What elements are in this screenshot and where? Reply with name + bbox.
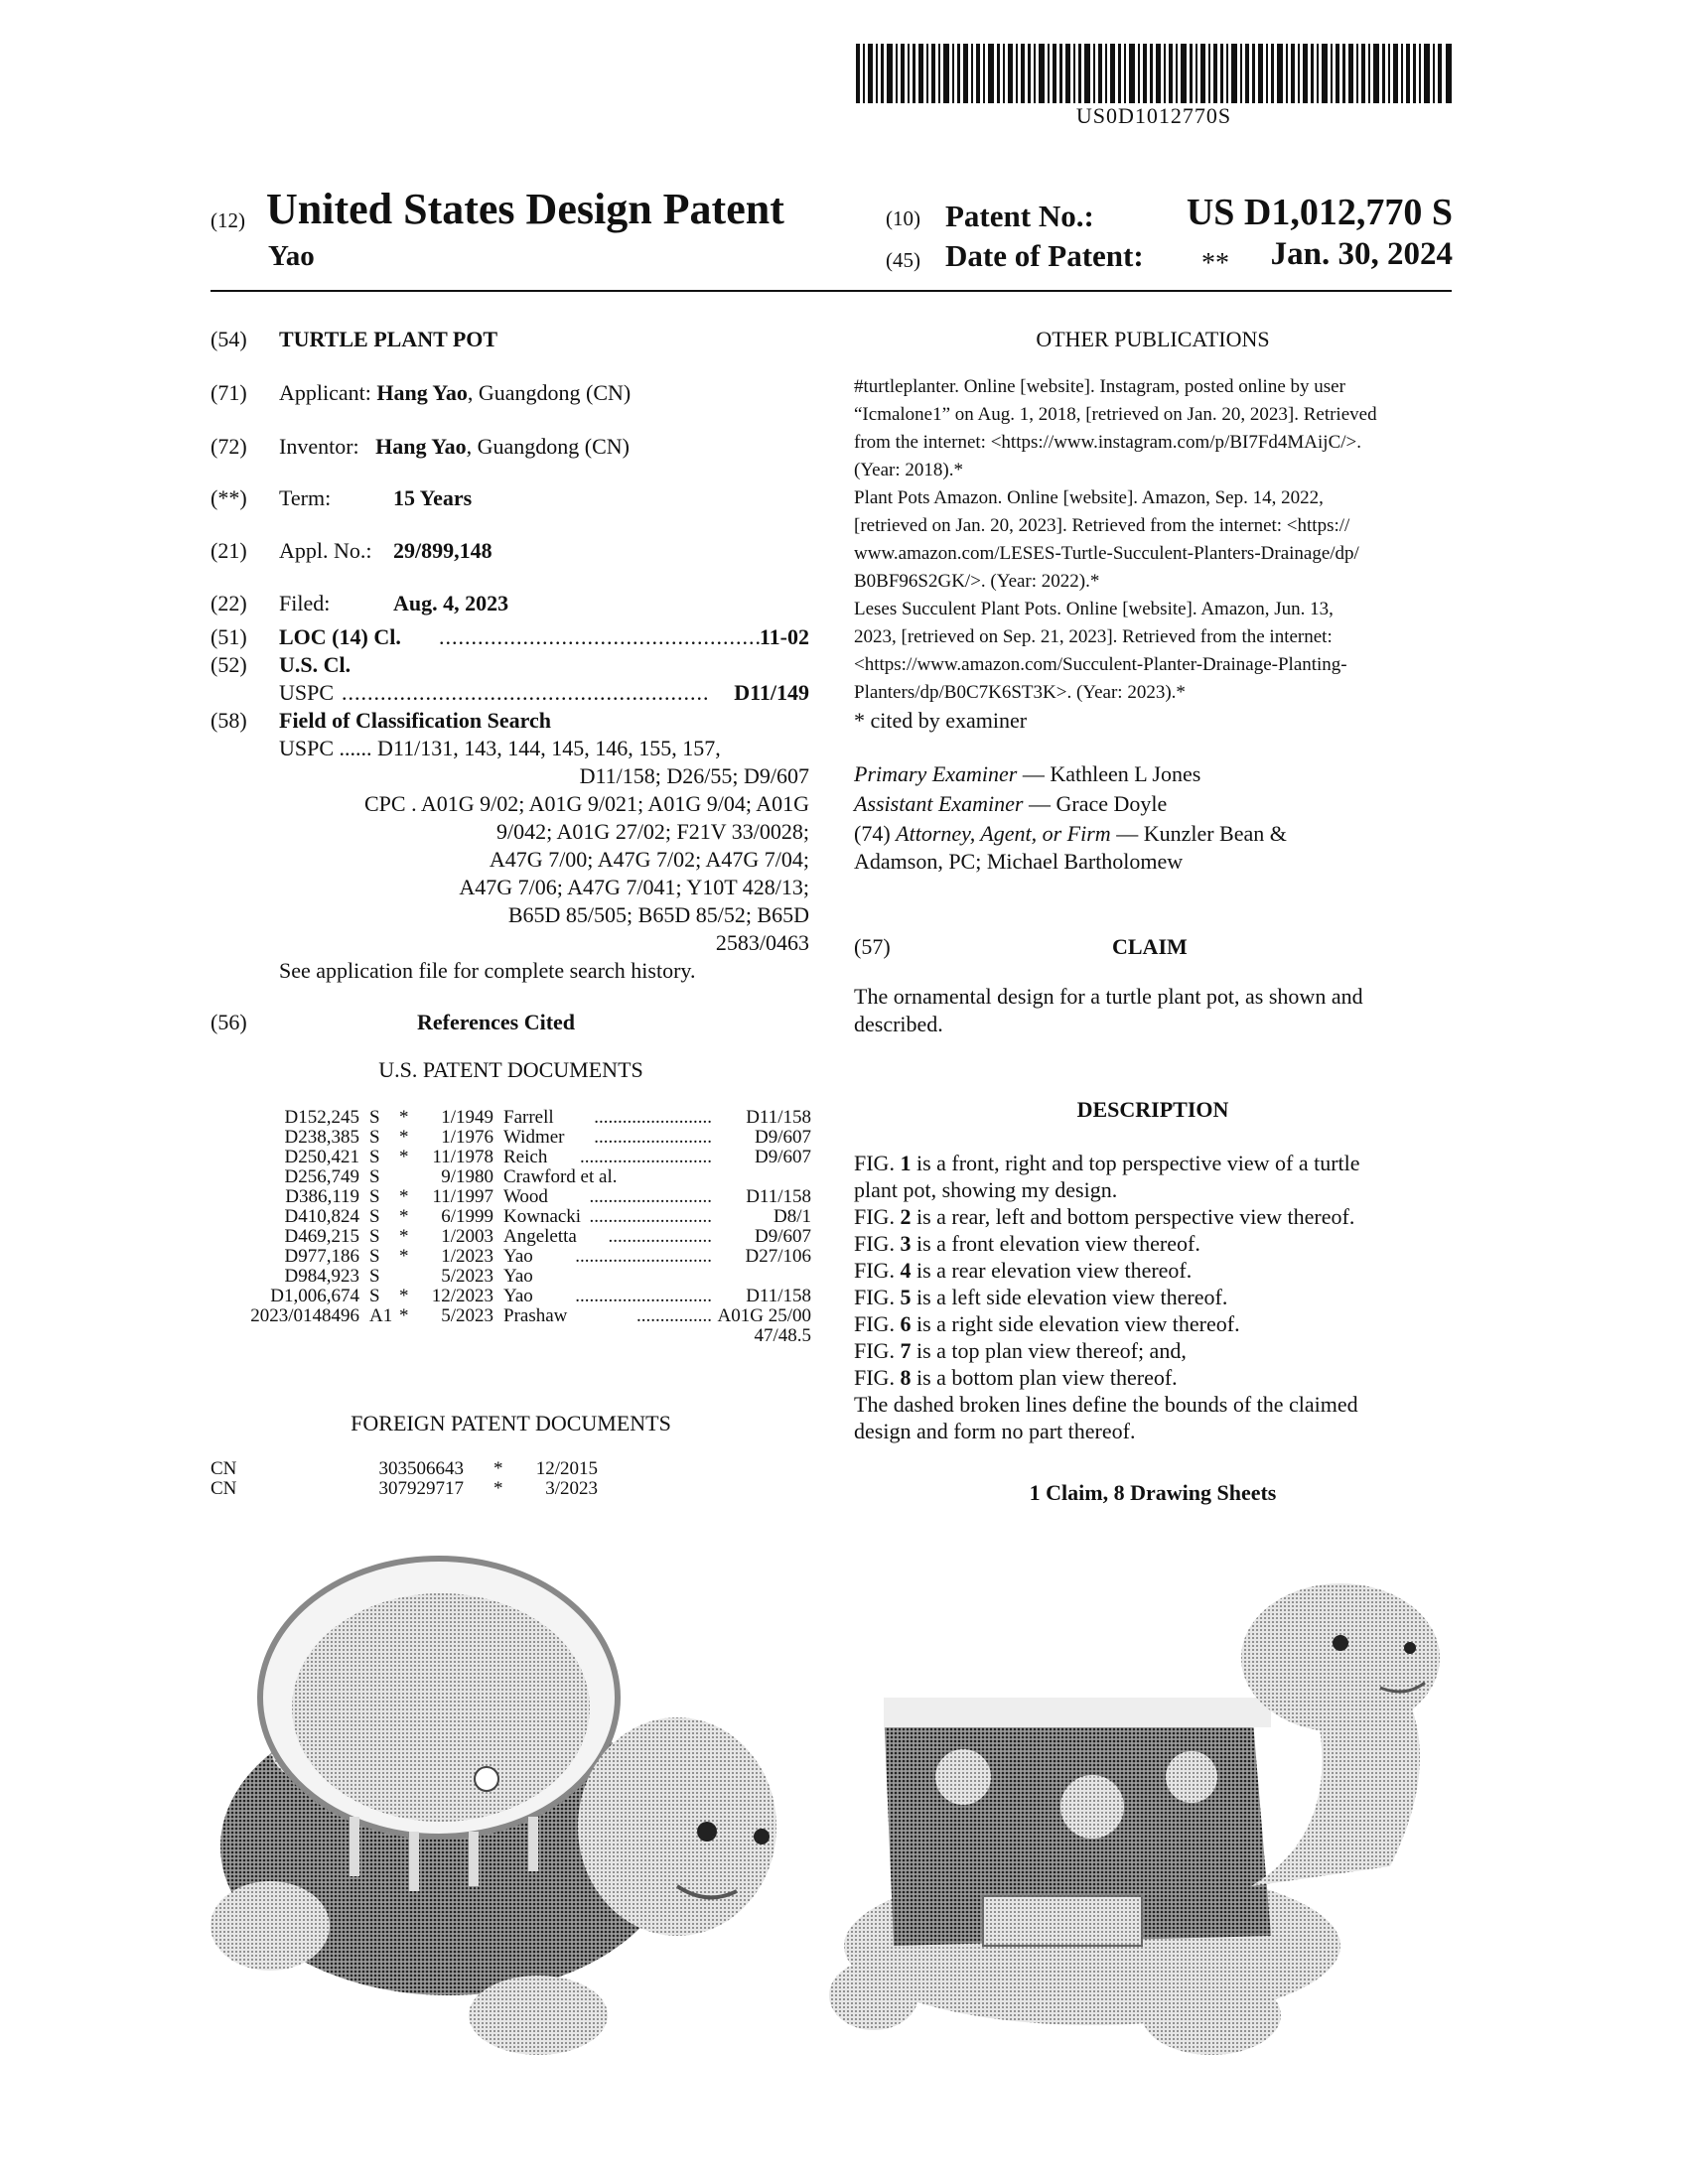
ref-date: 11/1978 xyxy=(432,1147,493,1167)
ref-date: 11/1997 xyxy=(432,1186,493,1207)
ref-kind: S xyxy=(369,1246,380,1267)
ref-name: Prashaw xyxy=(503,1305,568,1326)
appl-no-label: Appl. No.: xyxy=(279,538,372,563)
ref-kind: A1 xyxy=(369,1305,393,1326)
cpc-search-line-6: 2583/0463 xyxy=(715,930,809,955)
ref-dots: ...................... xyxy=(608,1226,712,1247)
inventor-surname: Yao xyxy=(268,240,315,272)
appl-no-value: 29/899,148 xyxy=(393,538,492,563)
ref-name: Yao xyxy=(503,1246,533,1267)
publication-entry xyxy=(854,373,1452,484)
ref-star: * xyxy=(399,1147,409,1167)
fig-prefix: FIG. xyxy=(854,1231,901,1256)
cited-by-examiner: * cited by examiner xyxy=(854,708,1028,733)
claim-title: CLAIM xyxy=(1112,934,1188,959)
description-list xyxy=(854,1150,1452,1444)
ref-num: D256,749 xyxy=(284,1166,359,1187)
ref-cls: D9/607 xyxy=(755,1127,811,1148)
ref-num: D977,186 xyxy=(284,1246,359,1267)
inventor-label: Inventor: xyxy=(279,434,359,459)
claim-line-1: The ornamental design for a turtle plant pot, as shown and xyxy=(854,984,1363,1009)
cpc-search-line-4: A47G 7/06; A47G 7/041; Y10T 428/13; xyxy=(459,875,809,899)
fig-number: 2 xyxy=(900,1204,912,1229)
fig-number: 8 xyxy=(900,1365,912,1390)
loc-value: 11-02 xyxy=(759,624,809,649)
description-line xyxy=(854,1203,1452,1230)
ref-dots: ......................... xyxy=(594,1127,712,1148)
code-51: (51) xyxy=(211,624,247,649)
assistant-examiner xyxy=(854,790,1167,818)
ref-date: 5/2023 xyxy=(441,1266,493,1287)
code-72: (72) xyxy=(211,434,247,459)
code-12: (12) xyxy=(211,208,245,232)
ref-kind: S xyxy=(369,1107,380,1128)
ref-star: * xyxy=(399,1206,409,1227)
applicant-location: , Guangdong (CN) xyxy=(467,380,632,405)
ref-kind: S xyxy=(369,1127,380,1148)
pub-2-line-1: Plant Pots Amazon. Online [website]. Amazon, Sep. 14, 2022, xyxy=(854,487,1324,508)
description-line xyxy=(854,1418,1452,1444)
code-21: (21) xyxy=(211,538,247,563)
table-row xyxy=(211,1167,811,1187)
ref-name: Yao xyxy=(503,1266,533,1287)
ref-date: 12/2023 xyxy=(431,1286,493,1306)
foreign-patent-documents-list xyxy=(211,1459,811,1499)
applicant-row xyxy=(279,379,631,407)
ref-cls: D9/607 xyxy=(755,1147,811,1167)
claim-code: (57) xyxy=(854,934,891,959)
table-row xyxy=(211,1187,811,1207)
ref-name: Widmer xyxy=(503,1127,565,1148)
table-row xyxy=(211,1227,811,1247)
description-line xyxy=(854,1284,1452,1310)
assistant-examiner-label: Assistant Examiner xyxy=(854,791,1024,816)
loc-label: LOC (14) Cl. xyxy=(279,624,401,649)
ref-kind: S xyxy=(369,1147,380,1167)
fig-number: 1 xyxy=(900,1151,912,1175)
ref-date: 1/1949 xyxy=(441,1107,493,1128)
cpc-search-line-3: A47G 7/00; A47G 7/02; A47G 7/04; xyxy=(489,847,809,872)
table-row xyxy=(211,1267,811,1287)
patent-no-label: Patent No.: xyxy=(945,199,1094,233)
us-patent-documents-list xyxy=(211,1108,811,1326)
table-row xyxy=(211,1247,811,1267)
ref-num: D250,421 xyxy=(284,1147,359,1167)
code-58: (58) xyxy=(211,708,247,733)
ref-star: * xyxy=(399,1226,409,1247)
claim-line-2: described. xyxy=(854,1012,943,1036)
ref-date: 1/2003 xyxy=(441,1226,493,1247)
ref-kind: S xyxy=(369,1266,380,1287)
ref-cls: D11/158 xyxy=(746,1186,811,1207)
table-row xyxy=(211,1306,811,1326)
publication-entry xyxy=(854,596,1452,707)
ref-name: Yao xyxy=(503,1286,533,1306)
attorney-code: (74) xyxy=(854,821,891,846)
ref-name: Crawford et al. xyxy=(503,1166,618,1187)
fig-text: design and form no part thereof. xyxy=(854,1419,1136,1443)
publication-entry xyxy=(854,484,1452,596)
foreign-date: 12/2015 xyxy=(535,1458,598,1479)
ref-name: Angeletta xyxy=(503,1226,577,1247)
fig-prefix: FIG. xyxy=(854,1151,901,1175)
claims-and-sheets: 1 Claim, 8 Drawing Sheets xyxy=(1029,1480,1277,1505)
description-title: DESCRIPTION xyxy=(1076,1097,1229,1122)
barcode xyxy=(856,44,1452,103)
description-line xyxy=(854,1257,1452,1284)
us-patent-documents-title: U.S. PATENT DOCUMENTS xyxy=(378,1057,643,1082)
ref-date: 5/2023 xyxy=(441,1305,493,1326)
applicant-label: Applicant: xyxy=(279,380,371,405)
foreign-num: 303506643 xyxy=(378,1458,464,1479)
filed-value: Aug. 4, 2023 xyxy=(393,591,509,615)
pub-1-line-4: (Year: 2018).* xyxy=(854,460,963,480)
pub-2-line-4: B0BF96S2GK/>. (Year: 2022).* xyxy=(854,571,1100,592)
filed-label: Filed: xyxy=(279,591,331,615)
design-title: TURTLE PLANT POT xyxy=(279,327,498,351)
fig-text: is a front, right and top perspective view of a turtle xyxy=(911,1151,1360,1175)
turtle-figure-1-image xyxy=(211,1549,806,2065)
pub-2-line-3: www.amazon.com/LESES-Turtle-Succulent-Planters-Drainage/dp/ xyxy=(854,543,1359,564)
ref-kind: S xyxy=(369,1186,380,1207)
fig-number: 4 xyxy=(900,1258,912,1283)
foreign-patent-documents-title: FOREIGN PATENT DOCUMENTS xyxy=(351,1411,671,1435)
foreign-num: 307929717 xyxy=(378,1478,464,1499)
description-line xyxy=(854,1391,1452,1418)
us-docs-extra-class: 47/48.5 xyxy=(754,1325,811,1346)
ref-cls: D8/1 xyxy=(774,1206,811,1227)
fig-text: is a rear, left and bottom perspective view thereof. xyxy=(911,1204,1355,1229)
term-label: Term: xyxy=(279,485,332,510)
loc-dots: .................................................. xyxy=(439,624,762,649)
uspc-label: USPC xyxy=(279,680,335,705)
code-45: (45) xyxy=(886,248,920,272)
patent-type-title: United States Design Patent xyxy=(266,185,784,233)
ref-date: 1/1976 xyxy=(441,1127,493,1148)
fig-text: is a left side elevation view thereof. xyxy=(911,1285,1228,1309)
table-row xyxy=(211,1148,811,1167)
ref-num: 2023/0148496 xyxy=(250,1305,359,1326)
ref-num: D984,923 xyxy=(284,1266,359,1287)
ref-kind: S xyxy=(369,1166,380,1187)
turtle-figure-2-image xyxy=(834,1549,1450,2065)
table-row xyxy=(211,1479,811,1499)
fig-prefix: FIG. xyxy=(854,1258,901,1283)
ref-dots: .......................... xyxy=(589,1186,712,1207)
other-publications-title: OTHER PUBLICATIONS xyxy=(1036,327,1270,351)
date-label: Date of Patent: xyxy=(945,238,1144,273)
description-line xyxy=(854,1230,1452,1257)
pub-1-line-1: #turtleplanter. Online [website]. Instagram, posted online by user xyxy=(854,376,1345,397)
description-line xyxy=(854,1150,1452,1176)
description-line xyxy=(854,1337,1452,1364)
code-22: (22) xyxy=(211,591,247,615)
ref-star: * xyxy=(399,1246,409,1267)
ref-num: D1,006,674 xyxy=(270,1286,359,1306)
foreign-date: 3/2023 xyxy=(545,1478,598,1499)
table-row xyxy=(211,1207,811,1227)
ref-name: Wood xyxy=(503,1186,548,1207)
description-line xyxy=(854,1364,1452,1391)
ref-dots: ............................. xyxy=(575,1286,712,1306)
fig-text: is a bottom plan view thereof. xyxy=(911,1365,1178,1390)
primary-examiner-name: — Kathleen L Jones xyxy=(1017,761,1201,786)
ref-cls: D11/158 xyxy=(746,1286,811,1306)
ref-kind: S xyxy=(369,1286,380,1306)
primary-examiner xyxy=(854,760,1200,788)
pub-3-line-3: <https://www.amazon.com/Succulent-Planter-Drainage-Planting- xyxy=(854,654,1347,675)
fig-text: plant pot, showing my design. xyxy=(854,1177,1118,1202)
patent-date: Jan. 30, 2024 xyxy=(1270,236,1453,272)
code-term: (**) xyxy=(211,485,247,510)
ref-dots: ............................ xyxy=(580,1147,712,1167)
ref-date: 9/1980 xyxy=(441,1166,493,1187)
field-of-search-label: Field of Classification Search xyxy=(279,708,551,733)
uspc-search-line-2: D11/158; D26/55; D9/607 xyxy=(579,763,809,788)
description-line xyxy=(854,1310,1452,1337)
fig-prefix: FIG. xyxy=(854,1285,901,1309)
attorney-line-2: Adamson, PC; Michael Bartholomew xyxy=(854,849,1184,874)
ref-num: D469,215 xyxy=(284,1226,359,1247)
attorney-name: — Kunzler Bean & xyxy=(1110,821,1287,846)
fig-number: 5 xyxy=(900,1285,912,1309)
ref-star: * xyxy=(399,1305,409,1326)
ref-cls: D9/607 xyxy=(755,1226,811,1247)
code-56: (56) xyxy=(211,1010,247,1034)
fig-number: 3 xyxy=(900,1231,912,1256)
term-value: 15 Years xyxy=(393,485,473,510)
table-row xyxy=(211,1128,811,1148)
references-cited-title: References Cited xyxy=(417,1010,576,1034)
ref-star: * xyxy=(399,1286,409,1306)
ref-name: Reich xyxy=(503,1147,548,1167)
ref-dots: .......................... xyxy=(589,1206,712,1227)
fig-text: is a front elevation view thereof. xyxy=(911,1231,1200,1256)
fig-text: is a rear elevation view thereof. xyxy=(911,1258,1193,1283)
primary-examiner-label: Primary Examiner xyxy=(854,761,1018,786)
foreign-star: * xyxy=(493,1458,503,1479)
fig-number: 7 xyxy=(900,1338,912,1363)
code-54: (54) xyxy=(211,327,247,351)
ref-cls: A01G 25/00 xyxy=(717,1305,811,1326)
patent-number: US D1,012,770 S xyxy=(1186,192,1453,233)
ref-cls: D11/158 xyxy=(746,1107,811,1128)
pub-3-line-1: Leses Succulent Plant Pots. Online [website]. Amazon, Jun. 13, xyxy=(854,599,1334,619)
pub-2-line-2: [retrieved on Jan. 20, 2023]. Retrieved from the internet: <https:// xyxy=(854,515,1350,536)
table-row xyxy=(211,1459,811,1479)
ref-name: Farrell xyxy=(503,1107,554,1128)
foreign-star: * xyxy=(493,1478,503,1499)
ref-date: 1/2023 xyxy=(441,1246,493,1267)
search-history-note: See application file for complete search history. xyxy=(279,958,696,983)
ref-date: 6/1999 xyxy=(441,1206,493,1227)
uspc-value: D11/149 xyxy=(734,680,809,705)
description-line xyxy=(854,1176,1452,1203)
ref-num: D410,824 xyxy=(284,1206,359,1227)
fig-number: 6 xyxy=(900,1311,912,1336)
code-10: (10) xyxy=(886,206,920,230)
pub-1-line-3: from the internet: <https://www.instagram.com/p/BI7Fd4MAijC/>. xyxy=(854,432,1361,453)
other-publications-list xyxy=(854,373,1452,707)
ref-dots: ................ xyxy=(636,1305,712,1326)
ref-star: * xyxy=(399,1186,409,1207)
inventor-name: Hang Yao xyxy=(375,434,467,459)
ref-dots: ......................... xyxy=(594,1107,712,1128)
barcode-number: US0D1012770S xyxy=(1075,103,1232,128)
inventor-row xyxy=(279,433,630,461)
fig-text: is a right side elevation view thereof. xyxy=(911,1311,1240,1336)
uspc-search-line-1: USPC ...... D11/131, 143, 144, 145, 146, 155, 157, xyxy=(279,736,721,760)
pub-1-line-2: “Icmalone1” on Aug. 1, 2018, [retrieved on Jan. 20, 2023]. Retrieved xyxy=(854,404,1377,425)
fig-text: is a top plan view thereof; and, xyxy=(911,1338,1187,1363)
applicant-name: Hang Yao xyxy=(376,380,468,405)
header-divider xyxy=(211,290,1452,292)
ref-star: * xyxy=(399,1127,409,1148)
ref-cls: D27/106 xyxy=(745,1246,811,1267)
fig-prefix: FIG. xyxy=(854,1204,901,1229)
ref-num: D152,245 xyxy=(284,1107,359,1128)
fig-prefix: FIG. xyxy=(854,1338,901,1363)
cpc-search-line-1: CPC . A01G 9/02; A01G 9/021; A01G 9/04; A01G xyxy=(363,791,809,816)
pub-3-line-4: Planters/dp/B0C7K6ST3K>. (Year: 2023).* xyxy=(854,682,1186,703)
attorney-label: Attorney, Agent, or Firm xyxy=(896,821,1111,846)
fig-text: The dashed broken lines define the bounds of the claimed xyxy=(854,1392,1358,1417)
fig-prefix: FIG. xyxy=(854,1311,901,1336)
fig-prefix: FIG. xyxy=(854,1365,901,1390)
attorney xyxy=(854,820,1287,848)
uspc-dots: ......................................................... xyxy=(342,680,710,705)
foreign-country: CN xyxy=(211,1458,237,1479)
cpc-search-line-2: 9/042; A01G 27/02; F21V 33/0028; xyxy=(496,819,809,844)
inventor-location: , Guangdong (CN) xyxy=(466,434,631,459)
us-cl-label: U.S. Cl. xyxy=(279,652,352,677)
table-row xyxy=(211,1287,811,1306)
ref-num: D238,385 xyxy=(284,1127,359,1148)
code-71: (71) xyxy=(211,380,247,405)
ref-star: * xyxy=(399,1107,409,1128)
ref-name: Kownacki xyxy=(503,1206,582,1227)
date-marker: ** xyxy=(1201,248,1229,279)
pub-3-line-2: 2023, [retrieved on Sep. 21, 2023]. Retrieved from the internet: xyxy=(854,626,1333,647)
ref-kind: S xyxy=(369,1206,380,1227)
foreign-country: CN xyxy=(211,1478,237,1499)
assistant-examiner-name: — Grace Doyle xyxy=(1023,791,1168,816)
code-52: (52) xyxy=(211,652,247,677)
table-row xyxy=(211,1108,811,1128)
cpc-search-line-5: B65D 85/505; B65D 85/52; B65D xyxy=(507,902,809,927)
ref-num: D386,119 xyxy=(285,1186,359,1207)
ref-dots: ............................. xyxy=(575,1246,712,1267)
ref-kind: S xyxy=(369,1226,380,1247)
